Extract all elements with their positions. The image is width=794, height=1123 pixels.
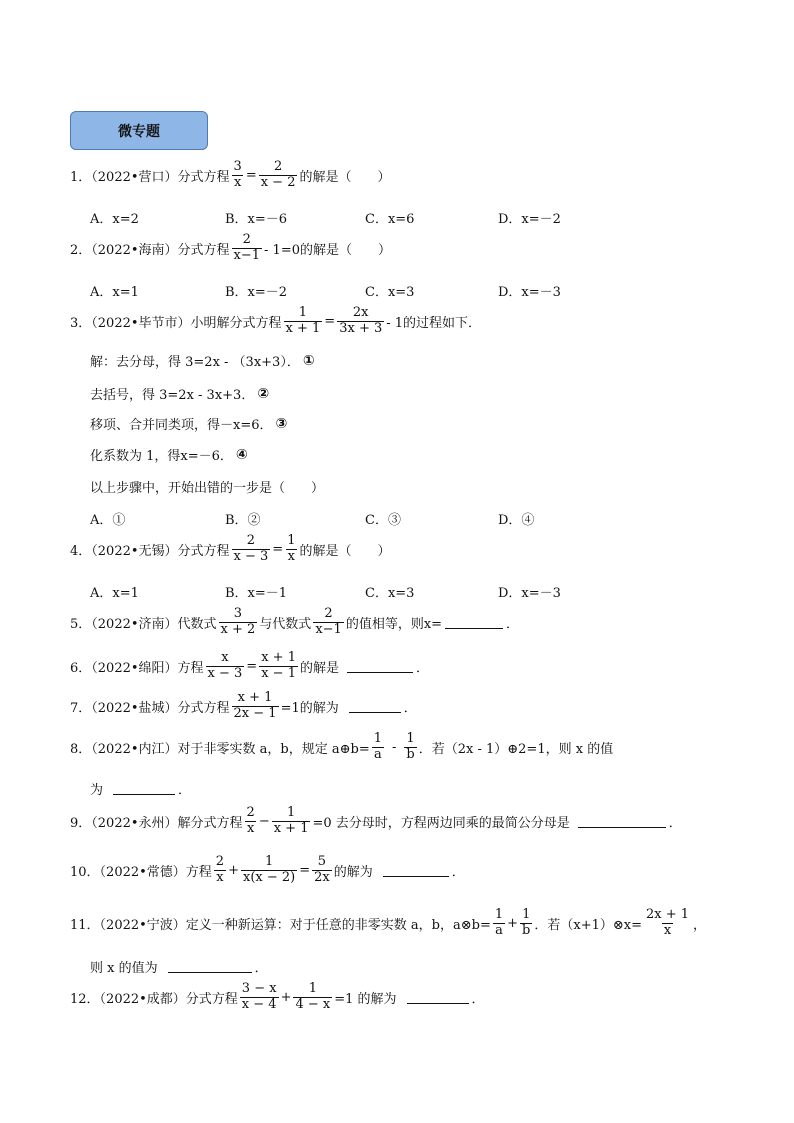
topic-badge: 微专题 xyxy=(70,111,208,150)
q3-step-2: 去括号，得 3=2x - 3x+3． ② xyxy=(90,385,270,403)
q9-frac-left: $\frac{2}{x}$ xyxy=(246,805,255,836)
q3-option-d[interactable]: D．④ xyxy=(498,513,535,528)
q7-answer-blank[interactable] xyxy=(349,700,401,713)
q4-frac-left: $\frac{2}{x - 3}$ xyxy=(233,533,269,564)
q5-frac-left: $\frac{3}{x + 2}$ xyxy=(220,606,256,637)
question-9: 9．（2022•永州）解分式方程 $\frac{2}{x}$ − $\frac{1}{x + 1}$ =0 去分母时，方程两边同乘的最简公分母是 ． xyxy=(70,805,682,836)
question-3: 3．（2022•毕节市）小明解分式方程 $\frac{1}{x + 1}$ = $\frac{2x}{3x + 3}$ - 1的过程如下． xyxy=(70,305,482,336)
q6-frac-left: $\frac{x}{x - 3}$ xyxy=(207,650,243,681)
q3-option-a[interactable]: A．① xyxy=(90,513,126,528)
q4-frac-right: $\frac{1}{x}$ xyxy=(287,533,296,564)
q1-option-b[interactable]: B．x=－6 xyxy=(225,212,288,227)
q10-answer-blank[interactable] xyxy=(383,864,449,877)
q1-frac-right: $\frac{2}{x - 2}$ xyxy=(260,159,296,190)
question-2: 2．（2022•海南）分式方程 $\frac{2}{x-1}$ - 1=0的解是（ ） xyxy=(70,232,391,263)
q1-stem: 1．（2022•营口）分式方程 xyxy=(70,169,230,185)
q8-frac-a: $\frac{1}{a}$ xyxy=(373,731,382,762)
q1-option-c[interactable]: C．x=6 xyxy=(365,212,415,227)
question-6: 6．（2022•绵阳）方程 $\frac{x}{x - 3}$ = $\frac{x + 1}{x - 1}$ 的解是 ． xyxy=(70,650,429,681)
q2-option-c[interactable]: C．x=3 xyxy=(365,285,415,300)
q2-option-a[interactable]: A．x=1 xyxy=(90,285,139,300)
q10-frac-2: $\frac{1}{x(x - 2)}$ xyxy=(242,854,296,885)
q2-option-d[interactable]: D．x=－3 xyxy=(498,285,561,300)
q1-option-d[interactable]: D．x=－2 xyxy=(498,212,561,227)
q5-answer-blank[interactable] xyxy=(445,616,503,629)
q3-option-b[interactable]: B．② xyxy=(225,513,261,528)
q3-frac-left: $\frac{1}{x + 1}$ xyxy=(285,305,321,336)
q12-answer-blank[interactable] xyxy=(407,991,469,1004)
q4-option-c[interactable]: C．x=3 xyxy=(365,586,415,601)
q7-frac: $\frac{x + 1}{2x - 1}$ xyxy=(233,690,277,721)
q3-frac-right: $\frac{2x}{3x + 3}$ xyxy=(339,305,383,336)
q11-answer-blank[interactable] xyxy=(168,960,252,973)
q9-answer-blank[interactable] xyxy=(578,815,666,828)
q2-option-b[interactable]: B．x=－2 xyxy=(225,285,288,300)
q4-option-d[interactable]: D．x=－3 xyxy=(498,586,561,601)
q1-option-a[interactable]: A．x=2 xyxy=(90,212,139,227)
q3-option-c[interactable]: C．③ xyxy=(365,513,401,528)
q11-frac-a: $\frac{1}{a}$ xyxy=(494,907,504,938)
q11-frac-c: $\frac{2x + 1}{x}$ xyxy=(646,907,690,938)
question-4: 4．（2022•无锡）分式方程 $\frac{2}{x - 3}$ = $\frac{1}{x}$ 的解是（ ） xyxy=(70,533,391,564)
q11-frac-b: $\frac{1}{b}$ xyxy=(522,907,531,938)
q3-step-4: 化系数为 1，得x=－6． ④ xyxy=(90,446,248,464)
q8-answer-blank[interactable] xyxy=(113,782,175,795)
q8-line-2: 为 ． xyxy=(90,783,192,798)
q12-frac-right: $\frac{1}{4 - x}$ xyxy=(295,981,331,1012)
question-11: 11．（2022•宁波）定义一种新运算：对于任意的非零实数 a，b，a⊗b= $\frac{1}{a}$ + $\frac{1}{b}$ ．若（x+1）⊗x= $\frac{2x + 1}{x}$ ， xyxy=(70,907,707,938)
q10-frac-1: $\frac{2}{x}$ xyxy=(215,854,225,885)
q9-frac-right: $\frac{1}{x + 1}$ xyxy=(273,805,309,836)
question-12: 12．（2022•成都）分式方程 $\frac{3 - x}{x - 4}$ + $\frac{1}{4 - x}$ =1 的解为 ． xyxy=(70,981,485,1012)
question-10: 10．（2022•常德）方程 $\frac{2}{x}$ + $\frac{1}{x(x - 2)}$ = $\frac{5}{2x}$ 的解为 ． xyxy=(70,854,465,885)
q8-frac-b: $\frac{1}{b}$ xyxy=(406,731,415,762)
q4-option-b[interactable]: B．x=－1 xyxy=(225,586,288,601)
q10-frac-3: $\frac{5}{2x}$ xyxy=(314,854,330,885)
question-8: 8．（2022•内江）对于非零实数 a，b，规定 a⊕b= $\frac{1}{a}$ - $\frac{1}{b}$ ．若（2x - 1）⊕2=1，则 x 的值 xyxy=(70,731,614,762)
q12-frac-left: $\frac{3 - x}{x - 4}$ xyxy=(241,981,277,1012)
question-5: 5．（2022•济南）代数式 $\frac{3}{x + 2}$ 与代数式 $\frac{2}{x-1}$ 的值相等，则x= ． xyxy=(70,606,520,637)
q3-step-1: 解：去分母，得 3=2x - （3x+3）． ① xyxy=(90,352,315,370)
q6-frac-right: $\frac{x + 1}{x - 1}$ xyxy=(261,650,296,681)
q5-frac-right: $\frac{2}{x-1}$ xyxy=(315,606,342,637)
q2-frac: $\frac{2}{x-1}$ xyxy=(233,232,261,263)
q11-line-2: 则 x 的值为 ． xyxy=(90,961,268,976)
q6-answer-blank[interactable] xyxy=(347,660,413,673)
q1-frac-left: $\frac{3}{x}$ xyxy=(233,159,242,190)
question-1: 1．（2022•营口）分式方程 $\frac{3}{x}$ = $\frac{2}{x - 2}$ 的解是（ ） xyxy=(70,159,391,190)
q4-option-a[interactable]: A．x=1 xyxy=(90,586,139,601)
q3-ask: 以上步骤中，开始出错的一步是（ ） xyxy=(90,481,325,496)
q3-step-3: 移项、合并同类项，得－x=6． ③ xyxy=(90,415,288,433)
question-7: 7．（2022•盐城）分式方程 $\frac{x + 1}{2x - 1}$ =1的解为 ． xyxy=(70,690,417,721)
